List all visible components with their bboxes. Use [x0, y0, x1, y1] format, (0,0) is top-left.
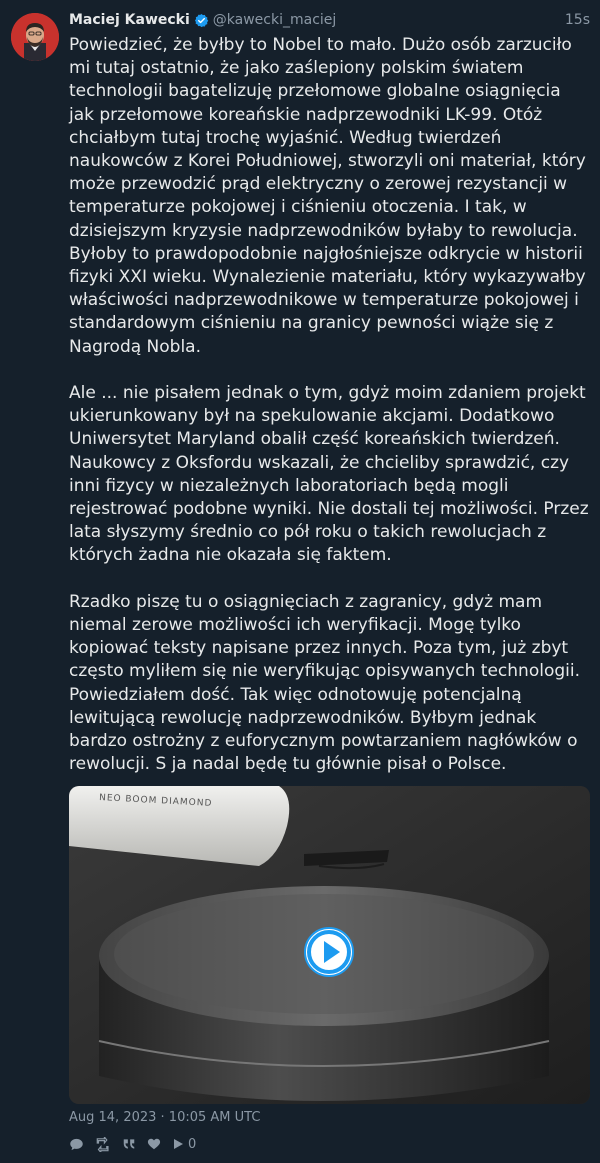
video-thumbnail[interactable]: [69, 786, 590, 1104]
author-handle[interactable]: @kawecki_maciej: [212, 12, 337, 28]
reply-icon: [69, 1137, 84, 1152]
tweet-text: [69, 34, 591, 776]
quote-icon: [122, 1137, 136, 1151]
like-button[interactable]: [147, 1137, 161, 1151]
tweet-paragraph: Rzadko piszę tu o osiągnięciach z zagranicy, gdyż mam niemal zerowe możliwości ich weryfikacji. Mogę tylko kopiować teksty napisane przez innych. Poza tym, już zbyt często myliłem się nie weryfikując opisywanych technologii. Powiedziałem dość. Tak więc odnotowuję potencjalną lewitującą rewolucję nadprzewodników. Byłbym jednak bardzo ostrożny z euforycznym powtarzaniem nagłówków o rewolucji. S ja nadal będę tu głównie pisał o Polsce.: [69, 591, 580, 775]
views-stat[interactable]: [172, 1137, 196, 1152]
avatar[interactable]: [11, 13, 59, 61]
tweet-date[interactable]: Aug 14, 2023 · 10:05 AM UTC: [69, 1110, 261, 1125]
play-icon: [172, 1137, 184, 1151]
retweet-button[interactable]: [95, 1137, 111, 1152]
verified-icon: [194, 13, 209, 28]
heart-icon: [147, 1137, 161, 1151]
retweet-icon: [95, 1137, 111, 1152]
views-count: 0: [188, 1136, 197, 1152]
tweet-timestamp[interactable]: 15s: [564, 12, 590, 28]
tweet-paragraph: Ale ... nie pisałem jednak o tym, gdyż moim zdaniem projekt ukierunkowany był na spekulowanie akcjami. Dodatkowo Uniwersytet Maryland obalił część koreańskich twierdzeń. Naukowcy z Oksfordu wskazali, że chcieliby sprawdzić, czy inni fizycy w niezależnych laboratoriach będą mogli rejestrować podobne wyniki. Nie dostali tej możliwości. Przez lata słyszymy średnio co pół roku o takich rewolucjach z których żadna nie okazała się faktem.: [69, 383, 589, 566]
tweet-actions: [69, 1136, 207, 1152]
quote-button[interactable]: [122, 1137, 136, 1151]
author-name[interactable]: Maciej Kawecki: [69, 12, 190, 28]
play-icon[interactable]: [303, 926, 355, 978]
reply-button[interactable]: [69, 1137, 84, 1152]
tweet-header: [69, 10, 590, 30]
tweet-paragraph: Powiedzieć, że byłby to Nobel to mało. Dużo osób zarzuciło mi tutaj ostatnio, że jako zaślepiony polskim światem technologii bagatelizuję przełomowe globalne osiągnięcia jak przełomowe koreańskie nadprzewodniki LK-99. Otóż chciałbym tutaj trochę wyjaśnić. Według twierdzeń naukowców z Korei Południowej, stworzyli oni materiał, który może przewodzić prąd elektryczny o zerowej rezystancji w temperaturze pokojowej i ciśnieniu otoczenia. I tak, w dzisiejszym kryzysie nadprzewodników byłaby to rewolucja. Byłoby to prawdopodobnie najgłośniejsze odkrycie w historii fizyki XXI wieku. Wynalezienie materiału, który wykazywałby właściwości nadprzewodnikowe w temperaturze pokojowej i standardowym ciśnieniu na granicy pewności wiąże się z Nagrodą Nobla.: [69, 35, 586, 357]
video-label: NEO BOOM DIAMOND: [98, 793, 213, 809]
